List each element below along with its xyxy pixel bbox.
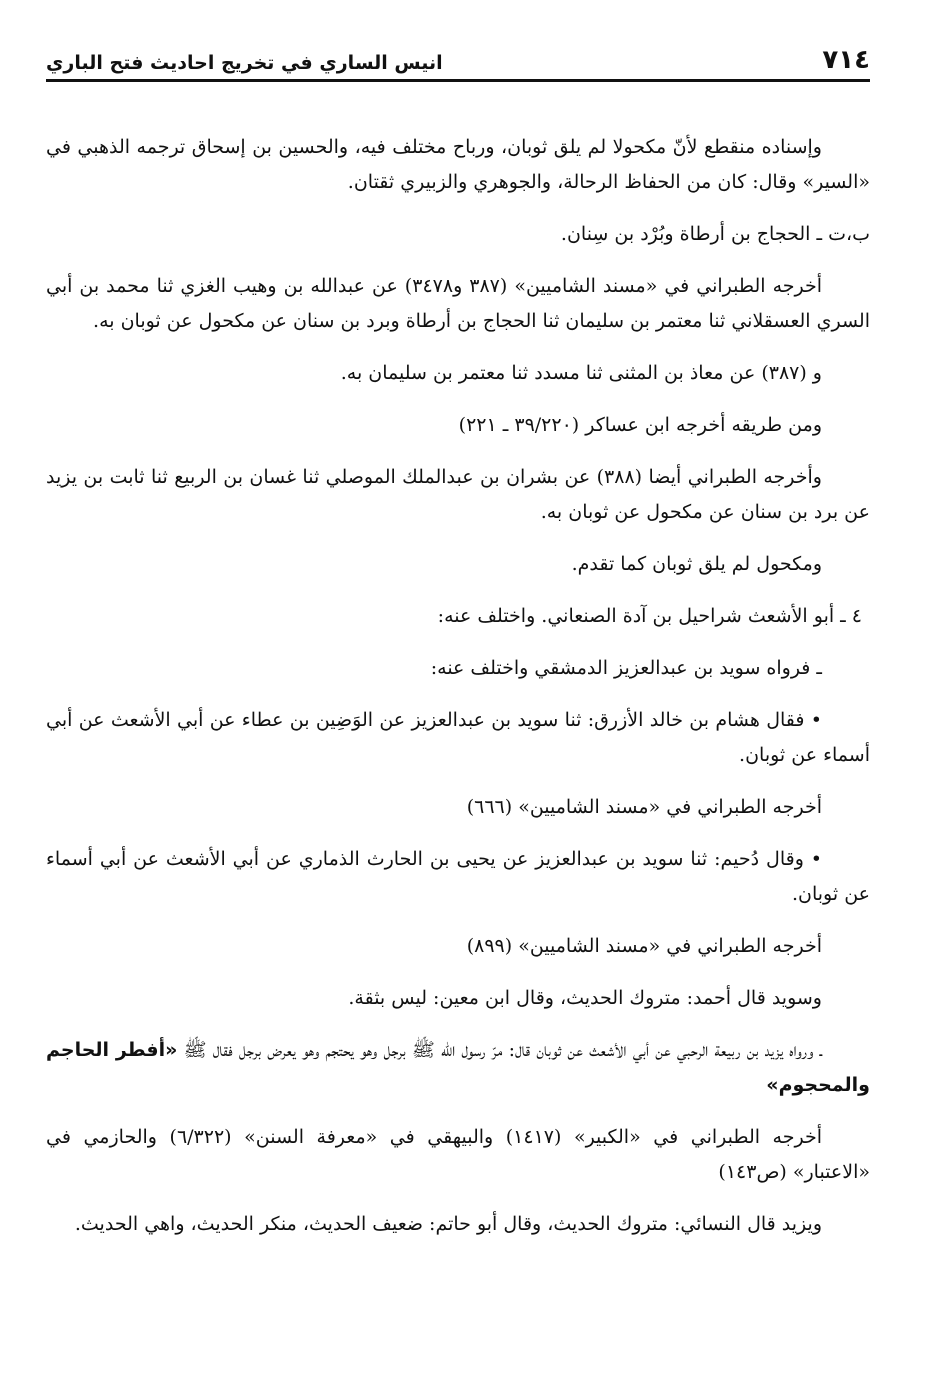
paragraph: • فقال هشام بن خالد الأزرق: ثنا سويد بن عبدالعزيز عن الوَضِين بن عطاء عن أبي الأشعث عن أبي أسماء عن ثوبان. [46,709,870,766]
section-heading: ٤ ـ أبو الأشعث شراحيل بن آدة الصنعاني. واختلف عنه: [437,605,862,627]
paragraph: وأخرجه الطبراني أيضا (٣٨٨) عن بشران بن عبدالملك الموصلي ثنا غسان بن الربيع ثنا ثابت بن يزيد عن برد بن سنان عن مكحول عن ثوبان به. [46,466,870,523]
book-title: انيس الساري في تخريج احاديث فتح الباري [46,52,443,74]
paragraph: أخرجه الطبراني في «الكبير» (١٤١٧) والبيهقي في «معرفة السنن» (٦/٣٢٢) والحازمي في «الاعتبار» (ص١٤٣) [46,1126,870,1183]
body-text [46,130,870,1242]
paragraph: ومن طريقه أخرجه ابن عساكر (٣٩/٢٢٠ ـ ٢٢١) [458,414,822,436]
paragraph: وإسناده منقطع لأنّ مكحولا لم يلق ثوبان، ورباح مختلف فيه، والحسين بن إسحاق ترجمه الذهبي في «السير» وقال: كان من الحفاظ الرحالة، والجوهري والزبيري ثقتان. [46,136,870,193]
paragraph: أخرجه الطبراني في «مسند الشاميين» (٨٩٩) [466,935,822,957]
paragraph: ويزيد قال النسائي: متروك الحديث، وقال أبو حاتم: ضعيف الحديث، منكر الحديث، واهي الحديث. [74,1213,822,1235]
running-header [46,30,870,82]
paragraph: • وقال دُحيم: ثنا سويد بن عبدالعزيز عن يحيى بن الحارث الذماري عن أبي الأشعث عن أبي أسماء عن ثوبان. [46,848,870,905]
paragraph: أخرجه الطبراني في «مسند الشاميين» (٦٦٦) [466,796,822,818]
hadith-paragraph [46,1033,870,1103]
paragraph: وسويد قال أحمد: متروك الحديث، وقال ابن معين: ليس بثقة. [348,987,822,1009]
page-number: ٧١٤ [822,45,870,75]
paragraph: أخرجه الطبراني في «مسند الشاميين» (٣٨٧ و٣٤٧٨) عن عبدالله بن وهيب الغزي ثنا محمد بن أبي السري العسقلاني ثنا معتمر بن سليمان ثنا الحجاج بن أرطاة وبرد بن سنان عن مكحول عن ثوبان به. [46,275,870,332]
hadith-lead-text: ـ ورواه يزيد بن ربيعة الرحبي عن أبي الأشعث عن ثوبان قال: مرّ رسول الله ﷺ برجل وهو يحتجم وهو يعرض برجل فقال ﷺ [177,1039,822,1061]
hadith-quote: «أفطر الحاجم والمحجوم» [46,1039,870,1096]
paragraph: و (٣٨٧) عن معاذ بن المثنى ثنا مسدد ثنا معتمر بن سليمان به. [340,362,822,384]
paragraph: ب،ت ـ الحجاج بن أرطاة وبُرْد بن سِنان. [560,223,870,245]
paragraph: ـ فرواه سويد بن عبدالعزيز الدمشقي واختلف عنه: [430,657,822,679]
paragraph: ومكحول لم يلق ثوبان كما تقدم. [571,553,822,575]
